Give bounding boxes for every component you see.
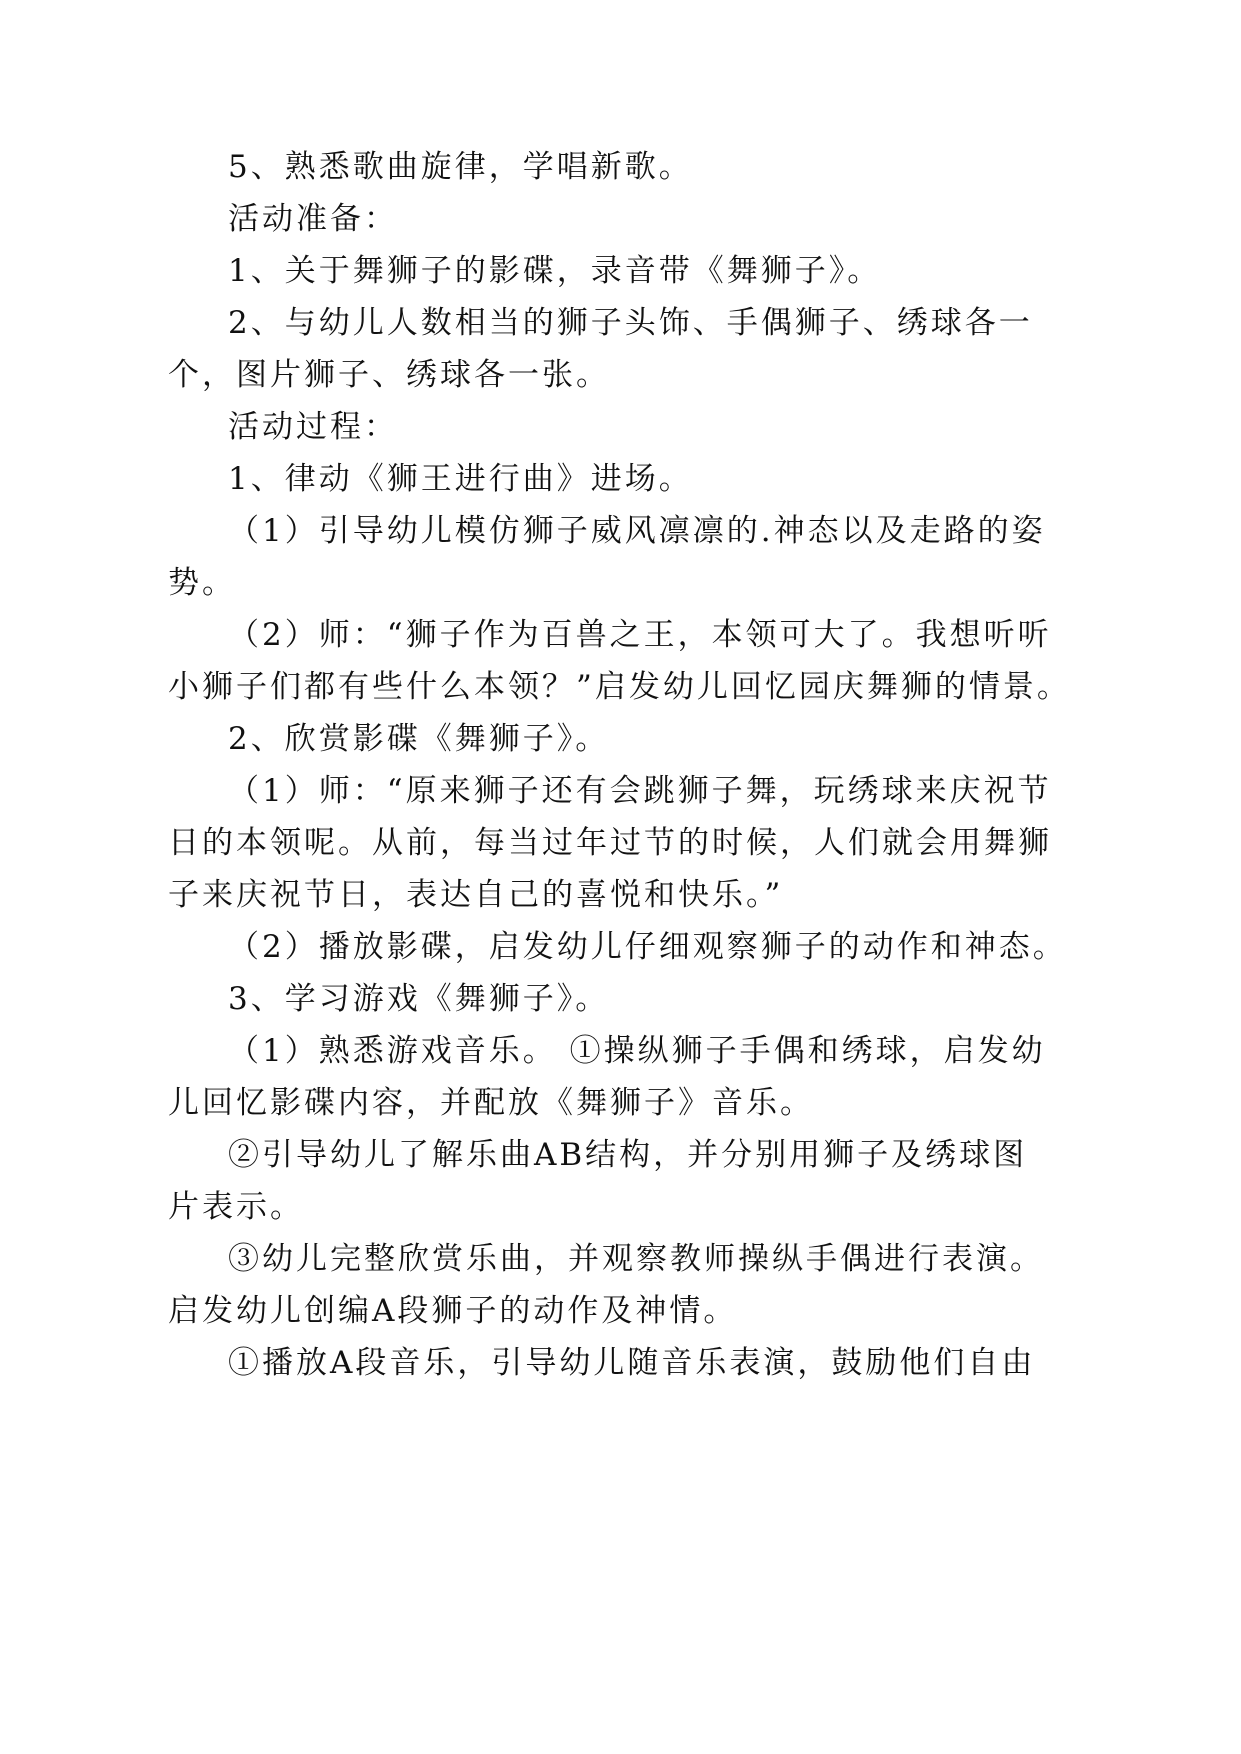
text-line: 启发幼儿创编A段狮子的动作及神情。 xyxy=(168,1293,738,1329)
text-line: （1）熟悉游戏音乐。 ①操纵狮子手偶和绣球，启发幼 xyxy=(228,1033,1046,1069)
text-line: （2）师：“狮子作为百兽之王，本领可大了。我想听听 xyxy=(228,617,1052,653)
text-line: 势。 xyxy=(168,565,236,601)
text-line: 2、与幼儿人数相当的狮子头饰、手偶狮子、绣球各一 xyxy=(228,305,1033,341)
text-line: 5、熟悉歌曲旋律，学唱新歌。 xyxy=(228,149,693,185)
text-line: 子来庆祝节日，表达自己的喜悦和快乐。” xyxy=(168,877,784,913)
text-line: （1）师：“原来狮子还有会跳狮子舞，玩绣球来庆祝节 xyxy=(228,773,1052,809)
text-line: （2）播放影碟，启发幼儿仔细观察狮子的动作和神态。 xyxy=(228,929,1067,965)
text-line: 儿回忆影碟内容，并配放《舞狮子》音乐。 xyxy=(168,1085,814,1121)
text-line: 片表示。 xyxy=(168,1189,304,1225)
text-line: ③幼儿完整欣赏乐曲，并观察教师操纵手偶进行表演。 xyxy=(228,1241,1044,1277)
text-line: ②引导幼儿了解乐曲AB结构，并分别用狮子及绣球图 xyxy=(228,1137,1028,1173)
text-line: 3、学习游戏《舞狮子》。 xyxy=(228,981,610,1017)
text-line: 1、关于舞狮子的影碟，录音带《舞狮子》。 xyxy=(228,253,882,289)
text-line: （1）引导幼儿模仿狮子威风凛凛的.神态以及走路的姿 xyxy=(228,513,1046,549)
section-heading: 活动准备： xyxy=(228,201,398,237)
section-heading: 活动过程： xyxy=(228,409,398,445)
text-line: 1、律动《狮王进行曲》进场。 xyxy=(228,461,693,497)
text-line: 小狮子们都有些什么本领？”启发幼儿回忆园庆舞狮的情景。 xyxy=(168,669,1071,705)
text-line: 日的本领呢。从前，每当过年过节的时候，人们就会用舞狮 xyxy=(168,825,1052,861)
text-line: 2、欣赏影碟《舞狮子》。 xyxy=(228,721,610,757)
text-line: ①播放A段音乐，引导幼儿随音乐表演，鼓励他们自由 xyxy=(228,1345,1036,1381)
text-line: 个，图片狮子、绣球各一张。 xyxy=(168,357,610,393)
